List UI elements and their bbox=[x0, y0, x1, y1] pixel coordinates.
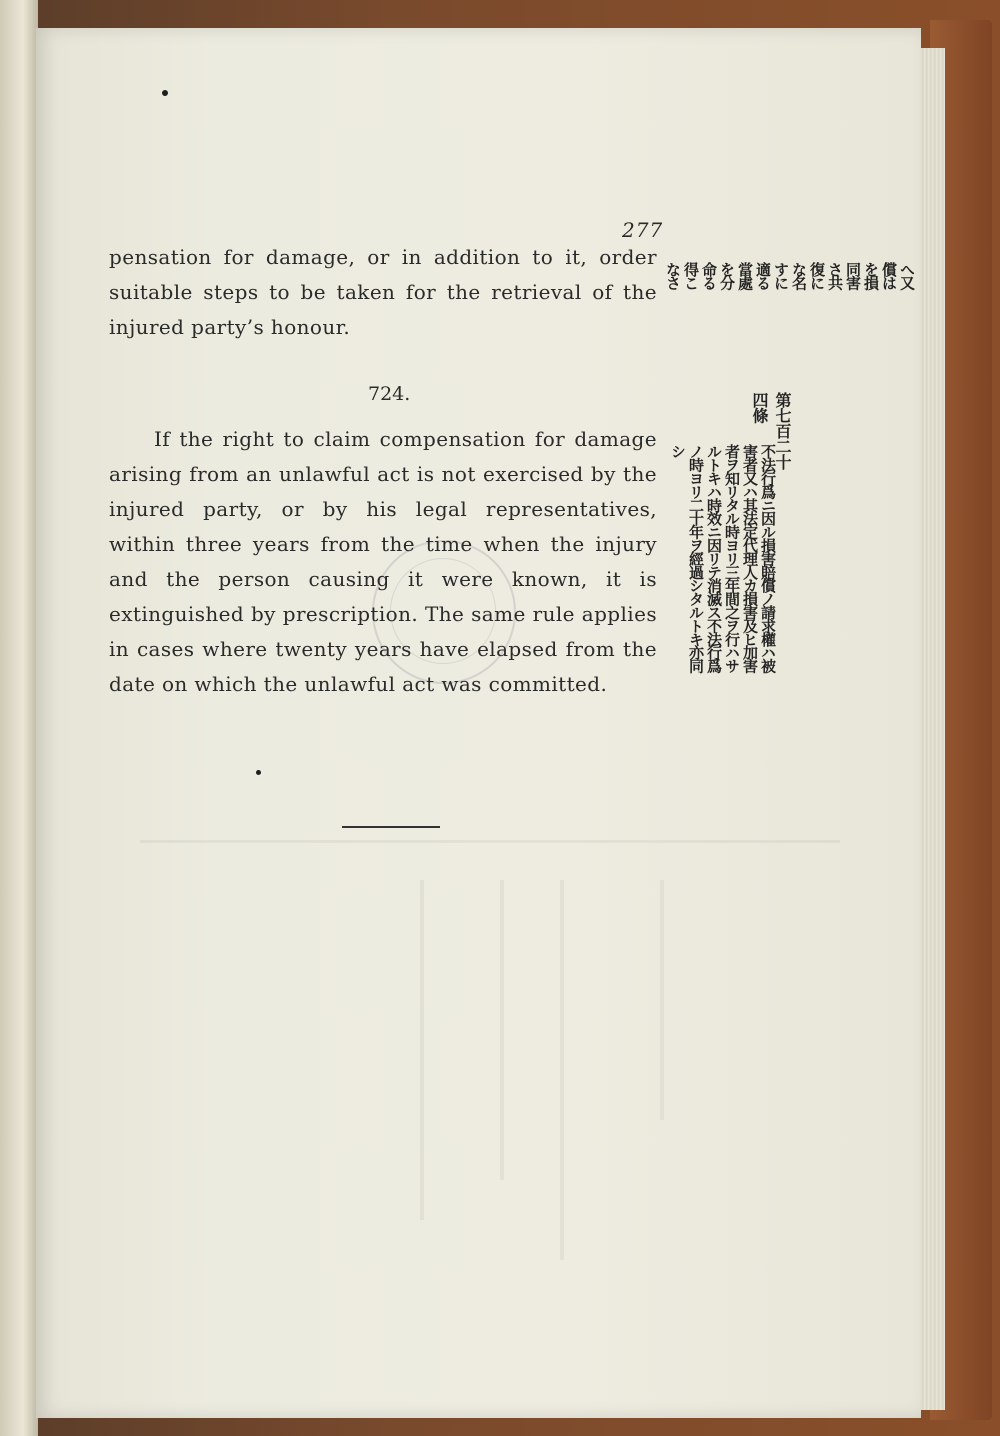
show-through bbox=[560, 880, 564, 1260]
ink-speck bbox=[162, 90, 168, 96]
japanese-article-text: 不法行爲ニ因ル損害賠償ノ請求權ハ被 害者又ハ其法定代理人カ損害及ヒ加害 者ヲ知リタル時ヨリ三年間之ヲ行ハサ ルトキハ時效ニ因リテ消滅ス不法行爲 ノ時ヨリ二十年ヲ經過シタルトキ亦同 シ bbox=[669, 444, 777, 672]
ink-speck bbox=[256, 770, 261, 775]
page-number: 277 bbox=[622, 218, 664, 242]
show-through bbox=[420, 880, 424, 1220]
japanese-text-continuation: へ又 償は を損 同害 さ共 復に な名 すに 適る 當處 を分 命る 得こ なさ bbox=[664, 262, 916, 289]
paragraph-continuation: pensation for damage, or in addition to it, order suitable steps to be taken for the retrieval of the injured party’s honour. bbox=[109, 245, 657, 339]
show-through bbox=[660, 880, 664, 1120]
facing-page-edge bbox=[0, 0, 38, 1436]
japanese-article-heading: 第七百二十 四條 bbox=[750, 392, 792, 470]
show-through bbox=[500, 880, 504, 1180]
show-through bbox=[140, 840, 840, 843]
book-page bbox=[36, 28, 921, 1418]
end-rule bbox=[342, 826, 440, 828]
article-text: If the right to claim compensation for damage arising from an unlawful act is not exercised by the injured party, or by his legal representatives, within three years from the time when the injury and the person causing it were known, it is extinguished by prescription. The same rule applies in cases where twenty years have elapsed from the date on which the unlawful act was committed. bbox=[109, 427, 657, 696]
article-number: 724. bbox=[368, 383, 411, 405]
